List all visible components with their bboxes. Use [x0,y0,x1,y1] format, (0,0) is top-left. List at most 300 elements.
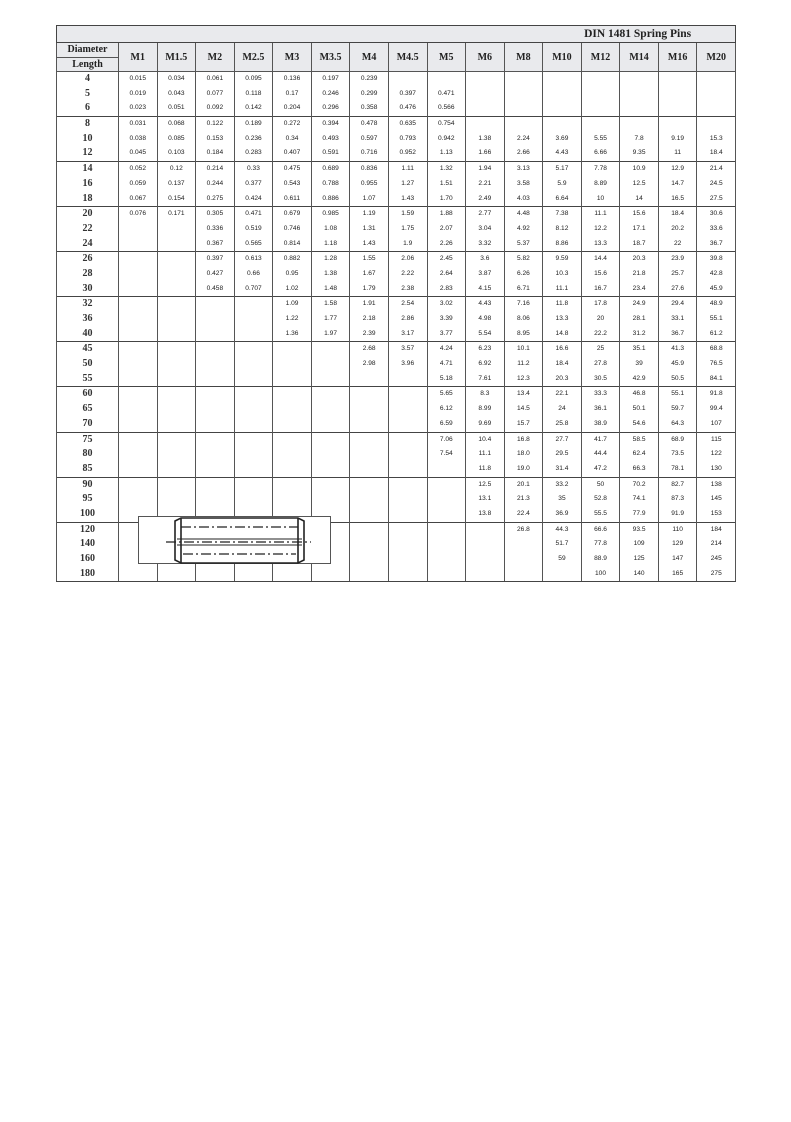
table-row [57,162,736,177]
weight-cell: 0.204 [273,101,312,116]
weight-cell: 0.17 [273,87,312,102]
weight-cell: 12.9 [658,162,697,177]
weight-cell: 0.836 [350,162,389,177]
weight-cell [196,297,235,312]
weight-cell: 0.613 [234,252,273,267]
weight-cell: 8.12 [543,222,582,237]
spring-pin-weight-table-container [56,25,735,582]
weight-cell [388,537,427,552]
weight-cell [234,372,273,387]
weight-cell: 0.591 [311,146,350,161]
weight-cell: 0.478 [350,117,389,132]
weight-cell [543,72,582,87]
weight-cell: 184 [697,522,736,537]
weight-cell: 2.45 [427,252,466,267]
weight-cell: 1.28 [311,252,350,267]
weight-cell: 0.184 [196,146,235,161]
weight-cell: 1.79 [350,282,389,297]
weight-cell [234,567,273,582]
weight-cell: 24.9 [620,297,659,312]
weight-cell [658,101,697,116]
weight-cell: 13.3 [581,237,620,252]
weight-cell [157,267,196,282]
weight-cell: 2.86 [388,312,427,327]
weight-cell: 0.955 [350,177,389,192]
weight-cell [119,312,158,327]
weight-cell: 0.214 [196,162,235,177]
weight-cell [427,522,466,537]
weight-cell: 2.54 [388,297,427,312]
weight-cell: 20 [581,312,620,327]
weight-cell: 0.189 [234,117,273,132]
weight-cell: 35 [543,492,582,507]
weight-cell [504,72,543,87]
weight-cell [581,117,620,132]
weight-cell: 13.4 [504,387,543,402]
weight-cell: 3.96 [388,357,427,372]
weight-cell [350,387,389,402]
table-row [57,492,736,507]
weight-cell: 0.377 [234,177,273,192]
length-cell: 6 [57,101,119,116]
weight-cell: 0.118 [234,87,273,102]
weight-cell: 1.97 [311,327,350,342]
weight-cell [157,432,196,447]
weight-cell: 5.37 [504,237,543,252]
weight-cell [620,87,659,102]
weight-cell: 36.7 [658,327,697,342]
weight-cell: 26.8 [504,522,543,537]
weight-cell [388,462,427,477]
weight-cell [234,297,273,312]
weight-cell [427,492,466,507]
weight-cell: 0.272 [273,117,312,132]
weight-cell: 22.2 [581,327,620,342]
weight-cell [196,462,235,477]
weight-cell [466,72,505,87]
weight-cell [350,507,389,522]
weight-cell [466,567,505,582]
length-cell: 50 [57,357,119,372]
weight-cell: 2.18 [350,312,389,327]
weight-cell [388,492,427,507]
weight-cell: 18.0 [504,447,543,462]
weight-cell: 1.43 [350,237,389,252]
table-row [57,207,736,222]
weight-cell [620,101,659,116]
weight-cell: 1.32 [427,162,466,177]
length-cell: 32 [57,297,119,312]
weight-cell [311,492,350,507]
weight-cell: 1.36 [273,327,312,342]
weight-cell: 0.985 [311,207,350,222]
weight-cell: 87.3 [658,492,697,507]
weight-cell: 0.043 [157,87,196,102]
weight-cell: 33.2 [543,477,582,492]
length-cell: 160 [57,552,119,567]
weight-cell: 47.2 [581,462,620,477]
weight-cell: 4.43 [466,297,505,312]
weight-cell: 15.3 [697,132,736,147]
weight-cell [119,342,158,357]
weight-cell: 4.71 [427,357,466,372]
weight-cell: 0.077 [196,87,235,102]
weight-cell [234,417,273,432]
weight-cell: 0.746 [273,222,312,237]
weight-cell: 0.12 [157,162,196,177]
weight-cell [234,402,273,417]
weight-cell: 31.4 [543,462,582,477]
weight-cell: 18.4 [543,357,582,372]
column-header-m10: M10 [543,43,582,72]
weight-cell: 0.882 [273,252,312,267]
weight-cell: 0.136 [273,72,312,87]
weight-cell [350,477,389,492]
weight-cell: 9.59 [543,252,582,267]
weight-cell: 50.1 [620,402,659,417]
weight-cell [388,567,427,582]
weight-cell [119,567,158,582]
weight-cell [273,342,312,357]
weight-cell: 2.83 [427,282,466,297]
weight-cell: 0.296 [311,101,350,116]
weight-cell [466,537,505,552]
weight-cell: 55.1 [658,387,697,402]
length-cell: 120 [57,522,119,537]
weight-cell: 18.7 [620,237,659,252]
weight-cell: 10.4 [466,432,505,447]
table-row [57,146,736,161]
weight-cell [157,402,196,417]
weight-cell: 1.02 [273,282,312,297]
weight-cell [119,372,158,387]
weight-cell: 0.034 [157,72,196,87]
weight-cell [273,477,312,492]
spring-pin-weight-table [56,25,736,582]
weight-cell: 11.2 [504,357,543,372]
weight-cell: 0.942 [427,132,466,147]
weight-cell: 16.8 [504,432,543,447]
length-cell: 55 [57,372,119,387]
weight-cell: 27.8 [581,357,620,372]
weight-cell [350,552,389,567]
weight-cell: 14.4 [581,252,620,267]
weight-cell: 1.55 [350,252,389,267]
weight-cell: 0.076 [119,207,158,222]
weight-cell [543,101,582,116]
weight-cell [196,342,235,357]
weight-cell: 66.3 [620,462,659,477]
weight-cell: 33.6 [697,222,736,237]
weight-cell: 2.39 [350,327,389,342]
weight-cell: 51.7 [543,537,582,552]
weight-cell: 0.793 [388,132,427,147]
weight-cell: 129 [658,537,697,552]
weight-cell: 0.519 [234,222,273,237]
weight-cell: 7.54 [427,447,466,462]
table-row [57,372,736,387]
weight-cell: 6.66 [581,146,620,161]
weight-cell [350,432,389,447]
weight-cell: 45.9 [658,357,697,372]
weight-cell: 33.3 [581,387,620,402]
weight-cell: 20.3 [543,372,582,387]
weight-cell: 0.095 [234,72,273,87]
weight-cell [196,447,235,462]
weight-cell: 55.5 [581,507,620,522]
weight-cell [504,552,543,567]
weight-cell: 6.23 [466,342,505,357]
weight-cell: 0.244 [196,177,235,192]
weight-cell: 7.8 [620,132,659,147]
weight-cell: 2.38 [388,282,427,297]
weight-cell: 91.9 [658,507,697,522]
weight-cell [504,101,543,116]
weight-cell: 0.471 [427,87,466,102]
weight-cell: 39 [620,357,659,372]
weight-cell: 0.061 [196,72,235,87]
weight-cell [157,372,196,387]
weight-cell [196,357,235,372]
weight-cell: 0.171 [157,207,196,222]
length-cell: 4 [57,72,119,87]
length-cell: 60 [57,387,119,402]
weight-cell [697,117,736,132]
weight-cell: 59.7 [658,402,697,417]
weight-cell [196,432,235,447]
weight-cell [273,462,312,477]
diameter-label: Diameter [57,43,118,58]
weight-cell: 3.13 [504,162,543,177]
weight-cell: 122 [697,447,736,462]
weight-cell: 0.122 [196,117,235,132]
column-header-m4-5: M4.5 [388,43,427,72]
weight-cell: 107 [697,417,736,432]
weight-cell [504,87,543,102]
weight-cell: 18.4 [697,146,736,161]
weight-cell [196,477,235,492]
weight-cell: 5.82 [504,252,543,267]
weight-cell [350,417,389,432]
table-body [57,72,736,582]
length-cell: 140 [57,537,119,552]
table-row [57,237,736,252]
table-row [57,252,736,267]
weight-cell: 1.19 [350,207,389,222]
weight-cell: 0.137 [157,177,196,192]
weight-cell: 1.67 [350,267,389,282]
weight-cell [388,402,427,417]
weight-cell: 3.02 [427,297,466,312]
weight-cell [157,327,196,342]
weight-cell: 0.367 [196,237,235,252]
weight-cell: 0.886 [311,192,350,207]
weight-cell [234,477,273,492]
weight-cell [157,282,196,297]
weight-cell: 0.023 [119,101,158,116]
weight-cell: 52.8 [581,492,620,507]
column-header-m8: M8 [504,43,543,72]
weight-cell [273,492,312,507]
weight-cell: 3.77 [427,327,466,342]
weight-cell: 12.5 [620,177,659,192]
weight-cell: 82.7 [658,477,697,492]
weight-cell: 20.2 [658,222,697,237]
weight-cell: 2.24 [504,132,543,147]
weight-cell: 5.17 [543,162,582,177]
weight-cell: 3.57 [388,342,427,357]
weight-cell: 64.3 [658,417,697,432]
weight-cell: 1.94 [466,162,505,177]
weight-cell: 1.75 [388,222,427,237]
table-row [57,297,736,312]
weight-cell: 0.635 [388,117,427,132]
weight-cell: 8.99 [466,402,505,417]
weight-cell: 36.1 [581,402,620,417]
weight-cell: 147 [658,552,697,567]
weight-cell: 22.1 [543,387,582,402]
table-row [57,177,736,192]
weight-cell: 59 [543,552,582,567]
weight-cell: 58.5 [620,432,659,447]
weight-cell [311,417,350,432]
table-row [57,72,736,87]
weight-cell: 2.77 [466,207,505,222]
length-cell: 28 [57,267,119,282]
weight-cell [311,432,350,447]
length-cell: 45 [57,342,119,357]
weight-cell: 1.09 [273,297,312,312]
weight-cell: 0.246 [311,87,350,102]
weight-cell: 7.61 [466,372,505,387]
length-cell: 90 [57,477,119,492]
weight-cell: 93.5 [620,522,659,537]
weight-cell: 66.6 [581,522,620,537]
weight-cell: 153 [697,507,736,522]
weight-cell [466,552,505,567]
weight-cell [157,447,196,462]
table-row [57,117,736,132]
weight-cell: 8.06 [504,312,543,327]
weight-cell: 0.33 [234,162,273,177]
weight-cell [196,327,235,342]
table-row [57,342,736,357]
weight-cell: 54.6 [620,417,659,432]
weight-cell: 9.35 [620,146,659,161]
weight-cell [350,492,389,507]
weight-cell [697,72,736,87]
weight-cell [388,387,427,402]
weight-cell: 0.019 [119,87,158,102]
weight-cell: 12.2 [581,222,620,237]
weight-cell [427,507,466,522]
weight-cell [388,72,427,87]
weight-cell: 13.3 [543,312,582,327]
weight-cell [273,357,312,372]
weight-cell: 19.0 [504,462,543,477]
weight-cell: 0.051 [157,101,196,116]
weight-cell: 0.059 [119,177,158,192]
weight-cell [234,447,273,462]
weight-cell: 16.7 [581,282,620,297]
weight-cell: 0.814 [273,237,312,252]
length-cell: 36 [57,312,119,327]
length-cell: 12 [57,146,119,161]
column-header-m12: M12 [581,43,620,72]
weight-cell: 22 [658,237,697,252]
weight-cell: 1.51 [427,177,466,192]
weight-cell [350,567,389,582]
weight-cell: 15.6 [620,207,659,222]
column-header-m1-5: M1.5 [157,43,196,72]
column-header-m4: M4 [350,43,389,72]
weight-cell [157,237,196,252]
weight-cell: 46.8 [620,387,659,402]
weight-cell [119,447,158,462]
weight-cell: 15.6 [581,267,620,282]
weight-cell: 0.952 [388,146,427,161]
weight-cell [157,297,196,312]
weight-cell: 2.21 [466,177,505,192]
weight-cell [350,522,389,537]
spring-pin-icon [139,517,332,565]
weight-cell: 1.59 [388,207,427,222]
weight-cell: 5.55 [581,132,620,147]
weight-cell: 14.5 [504,402,543,417]
weight-cell: 55.1 [697,312,736,327]
weight-cell: 7.16 [504,297,543,312]
weight-cell [504,117,543,132]
weight-cell [157,252,196,267]
weight-cell: 0.689 [311,162,350,177]
column-header-m2: M2 [196,43,235,72]
spring-pin-drawing [138,516,331,564]
table-row [57,101,736,116]
weight-cell [388,372,427,387]
weight-cell: 91.8 [697,387,736,402]
weight-cell: 44.3 [543,522,582,537]
weight-cell: 165 [658,567,697,582]
weight-cell: 50.5 [658,372,697,387]
weight-cell: 10.1 [504,342,543,357]
weight-cell [311,567,350,582]
column-header-m3-5: M3.5 [311,43,350,72]
weight-cell: 1.70 [427,192,466,207]
weight-cell [119,357,158,372]
weight-cell: 33.1 [658,312,697,327]
weight-cell: 84.1 [697,372,736,387]
weight-cell: 70.2 [620,477,659,492]
weight-cell: 1.11 [388,162,427,177]
weight-cell: 0.336 [196,222,235,237]
weight-cell [119,252,158,267]
weight-cell [620,117,659,132]
weight-cell [157,357,196,372]
weight-cell [119,282,158,297]
weight-cell [388,432,427,447]
weight-cell [466,101,505,116]
weight-cell: 30.6 [697,207,736,222]
weight-cell: 0.394 [311,117,350,132]
weight-cell: 5.18 [427,372,466,387]
weight-cell [234,432,273,447]
weight-cell [196,417,235,432]
weight-cell: 38.9 [581,417,620,432]
weight-cell [157,462,196,477]
weight-cell: 3.69 [543,132,582,147]
weight-cell [119,267,158,282]
weight-cell [466,522,505,537]
